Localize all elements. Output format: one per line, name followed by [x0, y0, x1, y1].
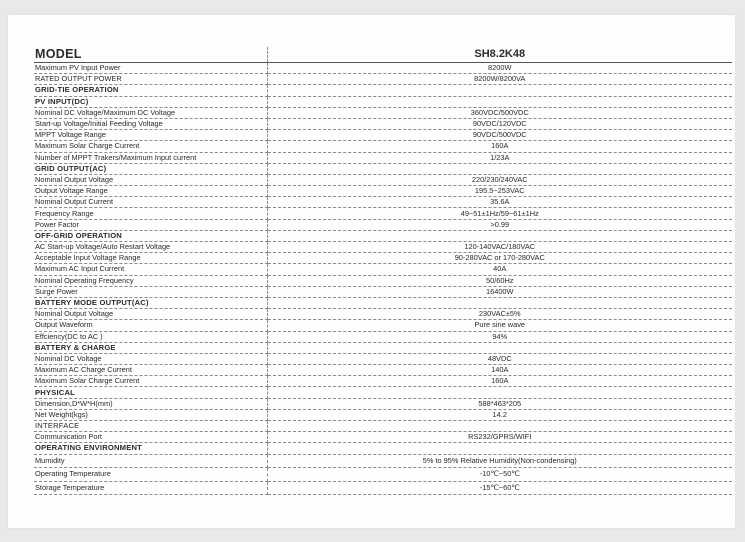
spec-value: 90VDC/500VDC	[267, 130, 732, 141]
spec-value: 90-280VAC or 170-280VAC	[267, 253, 732, 264]
spec-value: 195.5~253VAC	[267, 186, 732, 197]
spec-row	[34, 253, 732, 264]
spec-value: 120-140VAC/180VAC	[267, 242, 732, 253]
spec-value: 160A	[267, 376, 732, 387]
section-title: OPERATING ENVIRONMENT	[34, 443, 267, 454]
section-title: PV INPUT(DC)	[34, 96, 267, 107]
spec-row	[34, 275, 732, 286]
section-value	[267, 387, 732, 398]
section-header-row	[34, 342, 732, 353]
spec-label: Nominal Output Voltage	[34, 174, 267, 185]
model-header-row	[34, 47, 732, 63]
spec-value: 48VDC	[267, 353, 732, 364]
spec-value: 8200W/8200VA	[267, 74, 732, 85]
spec-label: Nominal Output Voltage	[34, 309, 267, 320]
spec-label: Acceptable Input Voltage Range	[34, 253, 267, 264]
spec-label: Start-up Voltage/Initial Feeding Voltage	[34, 118, 267, 129]
spec-value: 35.6A	[267, 197, 732, 208]
section-header-row	[34, 297, 732, 308]
spec-value: 49~51±1Hz/59~61±1Hz	[267, 208, 732, 219]
section-value	[267, 421, 732, 432]
section-value	[267, 297, 732, 308]
spec-label: MPPT Voltage Range	[34, 130, 267, 141]
section-header-row	[34, 163, 732, 174]
spec-row	[34, 130, 732, 141]
spec-value: 140A	[267, 365, 732, 376]
spec-row	[34, 152, 732, 163]
section-header-row	[34, 387, 732, 398]
section-title: BATTERY MODE OUTPUT(AC)	[34, 297, 267, 308]
spec-row	[34, 219, 732, 230]
spec-label: Output Waveform	[34, 320, 267, 331]
spec-row	[34, 197, 732, 208]
spec-row	[34, 353, 732, 364]
spec-label: Storage Temperature	[34, 481, 267, 495]
spec-value: 220/230/240VAC	[267, 174, 732, 185]
spec-value: 40A	[267, 264, 732, 275]
spec-value: 160A	[267, 141, 732, 152]
model-label: MODEL	[34, 47, 267, 63]
section-value	[267, 96, 732, 107]
spec-row	[34, 454, 732, 468]
spec-row	[34, 331, 732, 342]
spec-table	[34, 47, 732, 495]
spec-label: AC Start-up Voltage/Auto Restart Voltage	[34, 242, 267, 253]
spec-row	[34, 286, 732, 297]
spec-row	[34, 398, 732, 409]
spec-label: Maximum AC Input Current	[34, 264, 267, 275]
spec-value: 230VAC±5%	[267, 309, 732, 320]
spec-label: Nominal Output Current	[34, 197, 267, 208]
section-title: GRID OUTPUT(AC)	[34, 163, 267, 174]
section-value	[267, 342, 732, 353]
spec-label: Dimension,D*W*H(mm)	[34, 398, 267, 409]
section-title: INTERFACE	[34, 421, 267, 432]
spec-label: Maximum Solar Charge Current	[34, 376, 267, 387]
spec-value: -15℃~60℃	[267, 481, 732, 495]
section-value	[267, 85, 732, 96]
spec-value: 90VDC/120VDC	[267, 118, 732, 129]
spec-label: Effciency(DC to AC )	[34, 331, 267, 342]
spec-row	[34, 481, 732, 495]
spec-row	[34, 63, 732, 74]
spec-label: Frequency Range	[34, 208, 267, 219]
section-header-row	[34, 421, 732, 432]
spec-value: RS232/GPRS/WIFI	[267, 432, 732, 443]
spec-label: Maximum PV Input Power	[34, 63, 267, 74]
section-title: BATTERY & CHARGE	[34, 342, 267, 353]
spec-row	[34, 264, 732, 275]
spec-label: Nominal DC Voltage	[34, 353, 267, 364]
spec-row	[34, 468, 732, 482]
section-header-row	[34, 230, 732, 241]
spec-row	[34, 365, 732, 376]
spec-label: Nominal Operating Frequency	[34, 275, 267, 286]
spec-label: Surge Power	[34, 286, 267, 297]
spec-value: -10℃~50℃	[267, 468, 732, 482]
spec-value: 5% to 95% Relative Humidity(Non-condensing)	[267, 454, 732, 468]
spec-row	[34, 432, 732, 443]
spec-row	[34, 208, 732, 219]
spec-label: Output Voltage Range	[34, 186, 267, 197]
spec-value: 588*463*205	[267, 398, 732, 409]
spec-row	[34, 409, 732, 420]
section-value	[267, 163, 732, 174]
spec-value: 1/23A	[267, 152, 732, 163]
section-header-row	[34, 96, 732, 107]
spec-label: Nominal DC Voltage/Maximum DC Voltage	[34, 107, 267, 118]
spec-value: 14.2	[267, 409, 732, 420]
spec-label: Number of MPPT Trakers/Maximum Input current	[34, 152, 267, 163]
section-header-row	[34, 85, 732, 96]
spec-label: Net Weight(kgs)	[34, 409, 267, 420]
spec-value: 94%	[267, 331, 732, 342]
section-header-row	[34, 443, 732, 454]
section-title: GRID-TIE OPERATION	[34, 85, 267, 96]
section-title: OFF-GRID OPERATION	[34, 230, 267, 241]
spec-row	[34, 242, 732, 253]
spec-sheet	[8, 15, 735, 528]
spec-row	[34, 118, 732, 129]
section-title: PHYSICAL	[34, 387, 267, 398]
spec-value: >0.99	[267, 219, 732, 230]
spec-row	[34, 186, 732, 197]
model-value: SH8.2K48	[267, 47, 732, 63]
section-value	[267, 230, 732, 241]
spec-row	[34, 141, 732, 152]
spec-label: Communication Port	[34, 432, 267, 443]
spec-value: 8200W	[267, 63, 732, 74]
spec-label: Operating Temperature	[34, 468, 267, 482]
spec-row	[34, 107, 732, 118]
spec-label: Mumidity	[34, 454, 267, 468]
spec-row	[34, 309, 732, 320]
section-value	[267, 443, 732, 454]
spec-row	[34, 376, 732, 387]
spec-table-body	[34, 47, 732, 495]
spec-value: 50/60Hz	[267, 275, 732, 286]
spec-label: RATED OUTPUT POWER	[34, 74, 267, 85]
spec-row	[34, 174, 732, 185]
spec-value: 16400W	[267, 286, 732, 297]
spec-label: Maximum AC Charge Current	[34, 365, 267, 376]
spec-value: 360VDC/500VDC	[267, 107, 732, 118]
spec-row	[34, 320, 732, 331]
spec-row	[34, 74, 732, 85]
spec-label: Maximum Solar Charge Current	[34, 141, 267, 152]
spec-label: Power Factor	[34, 219, 267, 230]
spec-value: Pure sine wave	[267, 320, 732, 331]
